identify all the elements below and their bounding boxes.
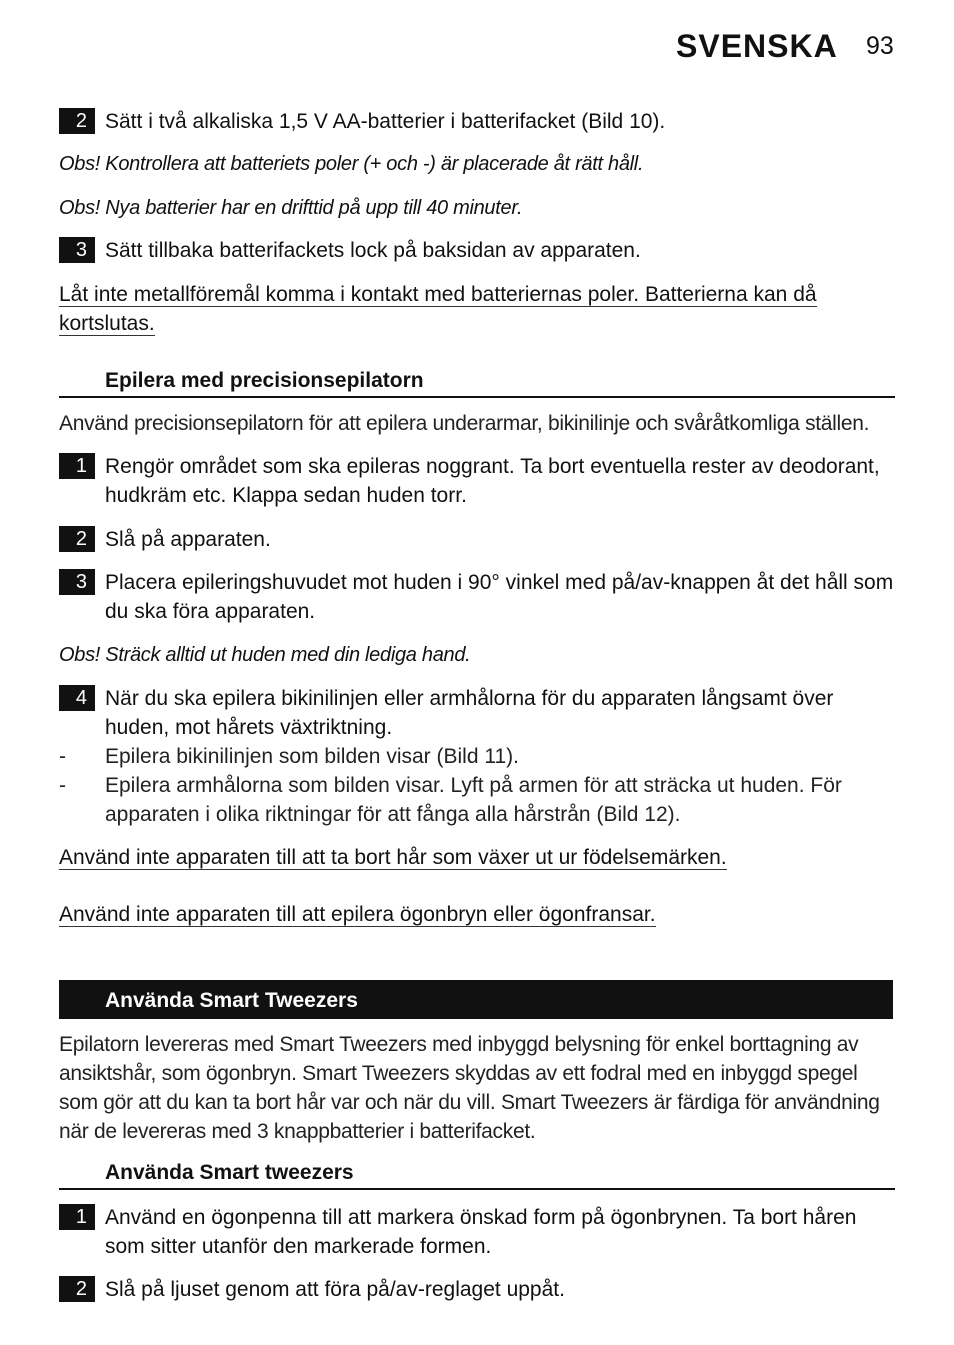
paragraph-smart-tweezers: Epilatorn levereras med Smart Tweezers med inbyggd belysning för enkel borttagning av ansiktshår, som ögonbryn. Smart Tweezers skyddas av ett fodral med en inbyggd spegel som gör att du kan ta bort hår var och när du vill. Smart Tweezers är färdiga för användning när de levereras med 3 knappbatterier i batterifacket. <box>59 1033 880 1143</box>
step-text: Placera epileringshuvudet mot huden i 90° vinkel med på/av-knappen åt det håll som du ska föra apparaten. <box>105 571 894 623</box>
note-battery-polarity: Obs! Kontrollera att batteriets poler (+ och -) är placerade åt rätt håll. <box>59 153 644 175</box>
step-3-place-head <box>59 568 894 626</box>
bullet-bikini-line <box>59 742 894 771</box>
step-1-clean-area <box>59 452 894 510</box>
section-header-text: Använda Smart Tweezers <box>105 989 358 1012</box>
bullet-dash: - <box>59 774 66 797</box>
note-stretch-skin: Obs! Sträck alltid ut huden med din lediga hand. <box>59 644 471 666</box>
bullet-armpits <box>59 771 894 829</box>
warning-birthmarks <box>59 843 727 872</box>
warning-text: Låt inte metallföremål komma i kontakt med batteriernas poler. Batterierna kan då kortslutas. <box>59 283 817 335</box>
step-2-switch-on <box>59 525 894 554</box>
subheading-text: Epilera med precisionsepilatorn <box>105 369 424 392</box>
subheading-text: Använda Smart tweezers <box>105 1161 354 1184</box>
step-text: Sätt i två alkaliska 1,5 V AA-batterier i batterifacket (Bild 10). <box>105 110 666 133</box>
step-2-turn-on-light <box>59 1275 894 1304</box>
paragraph-precision-usage: Använd precisionsepilatorn för att epilera underarmar, bikinilinje och svåråtkomliga ställen. <box>59 412 870 435</box>
step-text: Slå på ljuset genom att föra på/av-reglaget uppåt. <box>105 1278 565 1301</box>
bullet-text: Epilera bikinilinjen som bilden visar (Bild 11). <box>105 745 519 768</box>
step-text: Rengör området som ska epileras noggrant. Ta bort eventuella rester av deodorant, hudkräm etc. Klappa sedan huden torr. <box>105 455 880 507</box>
warning-text: Använd inte apparaten till att epilera ögonbryn eller ögonfransar. <box>59 903 656 926</box>
warning-text: Använd inte apparaten till att ta bort hår som växer ut ur födelsemärken. <box>59 846 727 869</box>
subheading-precision-epilator <box>59 366 895 398</box>
note-battery-runtime: Obs! Nya batterier har en drifttid på upp till 40 minuter. <box>59 197 523 219</box>
step-3-replace-cover <box>59 236 894 265</box>
step-text: Slå på apparaten. <box>105 528 271 551</box>
step-number: 2 <box>59 1276 95 1302</box>
step-1-mark-brows <box>59 1203 894 1261</box>
step-number: 1 <box>59 1204 95 1230</box>
bullet-text: Epilera armhålorna som bilden visar. Lyft på armen för att sträcka ut huden. För apparaten i olika riktningar för att fånga alla hårstrån (Bild 12). <box>105 774 842 826</box>
step-number: 1 <box>59 453 95 479</box>
subheading-using-tweezers <box>59 1158 895 1190</box>
step-2-insert-batteries <box>59 107 894 136</box>
section-header-smart-tweezers <box>59 980 893 1019</box>
step-text: Sätt tillbaka batterifackets lock på baksidan av apparaten. <box>105 239 641 262</box>
bullet-dash: - <box>59 745 66 768</box>
step-number: 4 <box>59 685 95 711</box>
step-number: 2 <box>59 526 95 552</box>
step-4-bikini-armpits <box>59 684 894 742</box>
step-number: 3 <box>59 569 95 595</box>
step-text: Använd en ögonpenna till att markera önskad form på ögonbrynen. Ta bort håren som sitter utanför den markerade formen. <box>105 1206 857 1258</box>
step-text: När du ska epilera bikinilinjen eller armhålorna för du apparaten långsamt över huden, mot hårets växtriktning. <box>105 687 834 739</box>
warning-short-circuit <box>59 280 862 338</box>
page-number: 93 <box>866 32 894 60</box>
page-language-title: SVENSKA <box>676 28 838 64</box>
step-number: 2 <box>59 108 95 134</box>
step-number: 3 <box>59 237 95 263</box>
warning-eyebrows <box>59 900 656 929</box>
